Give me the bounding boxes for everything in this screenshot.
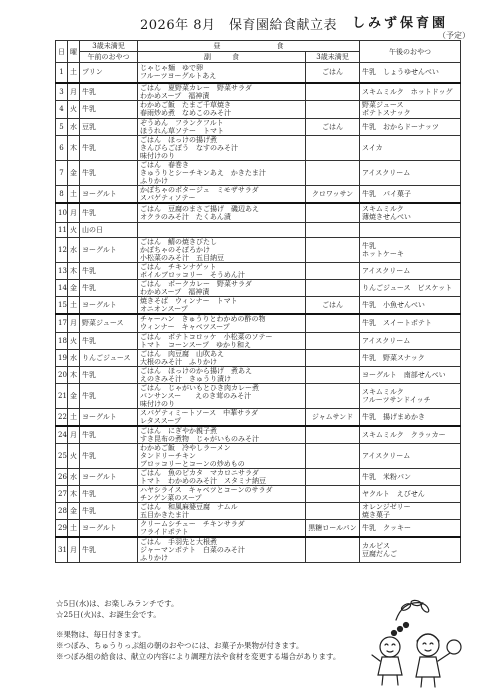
afternoon-snack-cell: スキムミルク ホットドッグ	[360, 83, 461, 101]
weekday-cell: 月	[68, 203, 80, 222]
weekday-cell: 火	[68, 222, 80, 237]
menu-row	[56, 332, 461, 349]
morning-snack-cell: 牛乳	[80, 485, 138, 502]
morning-snack-cell: 牛乳	[80, 426, 138, 444]
under3-staple-cell: ごはん	[306, 296, 360, 314]
menu-row	[56, 262, 461, 279]
weekday-cell: 月	[68, 426, 80, 444]
under3-staple-cell: ジャムサンド	[306, 408, 360, 426]
morning-snack-cell: 牛乳	[80, 262, 138, 279]
morning-snack-cell: 牛乳	[80, 332, 138, 349]
morning-snack-cell: ヨーグルト	[80, 296, 138, 314]
weekday-cell: 木	[68, 262, 80, 279]
menu-row	[56, 100, 461, 118]
day-cell: 13	[56, 262, 68, 279]
weekday-cell: 水	[68, 237, 80, 262]
lunch-cell: ごはん にぎやか親子煮 すき昆布の煮物 じゃがいものみそ汁	[138, 426, 306, 444]
weekday-cell: 木	[68, 366, 80, 383]
weekday-cell: 金	[68, 502, 80, 519]
afternoon-snack-cell: 牛乳 クッキー	[360, 519, 461, 537]
weekday-cell: 金	[68, 279, 80, 296]
header-side-dish: 副 食	[138, 52, 306, 63]
day-cell: 31	[56, 537, 68, 563]
morning-snack-cell: 牛乳	[80, 279, 138, 296]
menu-row	[56, 443, 461, 468]
menu-row	[56, 537, 461, 563]
note-morning-snack: ※つぼみ、ちゅうりっぷ組の朝のおやつには、お菓子か果物が付きます。	[56, 641, 304, 650]
afternoon-snack-cell: 牛乳 米粉パン	[360, 468, 461, 485]
afternoon-snack-cell: スイカ	[360, 135, 461, 160]
morning-snack-cell: 牛乳	[80, 203, 138, 222]
weekday-cell: 火	[68, 332, 80, 349]
afternoon-snack-cell: 牛乳 しょうゆせんべい	[360, 63, 461, 83]
afternoon-snack-cell: 牛乳 パイ菓子	[360, 185, 461, 203]
lunch-cell: わかめご飯 冷やしラーメン タンドリーチキン ブロッコリーとコーンの炒めもの	[138, 443, 306, 468]
lunch-cell: スパゲティミートソース 中華サラダ レタススープ	[138, 408, 306, 426]
day-cell: 20	[56, 366, 68, 383]
afternoon-snack-cell: ヨーグルト 南部せんべい	[360, 366, 461, 383]
lunch-cell: ごはん ポテトコロッケ 小松菜のソテー トマト コーンスープ ゆかり和え	[138, 332, 306, 349]
weekday-cell: 水	[68, 118, 80, 135]
day-cell: 22	[56, 408, 68, 426]
lunch-cell: クリームシチュー チキンサラダ フライドポテト	[138, 519, 306, 537]
menu-row	[56, 296, 461, 314]
note-birthday: ☆25日(火)は、お誕生会です。	[56, 610, 161, 619]
afternoon-snack-cell: 牛乳 野菜スナック	[360, 349, 461, 366]
day-cell: 17	[56, 314, 68, 332]
afternoon-snack-cell: 牛乳 おからドーナッツ	[360, 118, 461, 135]
header-am-top: 3歳未満児	[80, 41, 138, 52]
lunch-cell: 焼きそば ウィンナー トマト オニオンスープ	[138, 296, 306, 314]
under3-staple-cell	[306, 237, 360, 262]
menu-row	[56, 485, 461, 502]
header-am-snack: 午前のおやつ	[80, 52, 138, 63]
day-cell: 12	[56, 237, 68, 262]
afternoon-snack-cell: りんごジュース ビスケット	[360, 279, 461, 296]
under3-staple-cell	[306, 160, 360, 185]
day-cell: 19	[56, 349, 68, 366]
menu-row	[56, 118, 461, 135]
under3-staple-cell	[306, 203, 360, 222]
lunch-cell: ごはん 和風麻婆豆腐 ナムル 五目かきたま汁	[138, 502, 306, 519]
morning-snack-cell: 牛乳	[80, 160, 138, 185]
weekday-cell: 土	[68, 519, 80, 537]
menu-row	[56, 468, 461, 485]
afternoon-snack-cell: アイスクリーム	[360, 332, 461, 349]
afternoon-snack-cell: アイスクリーム	[360, 160, 461, 185]
afternoon-snack-cell: カルピス 豆腐だんご	[360, 537, 461, 563]
weekday-cell: 木	[68, 485, 80, 502]
lunch-cell: ごはん チキンナゲット ボイルブロッコリー そうめん汁	[138, 262, 306, 279]
menu-row	[56, 408, 461, 426]
lunch-cell: かぼちゃのポタージュ ミモザサラダ スパゲティソテー	[138, 185, 306, 203]
under3-staple-cell	[306, 332, 360, 349]
under3-staple-cell	[306, 262, 360, 279]
weekday-cell: 月	[68, 537, 80, 563]
lunch-cell: ごはん じゃがいもとひき肉カレー煮 バンサンスー えのき茸のみそ汁 味付けのり	[138, 383, 306, 408]
page-title: 2026年 8月 保育園給食献立表	[140, 18, 337, 33]
lunch-cell: ごはん 肉豆腐 山吹あえ 大根のみそ汁 ふりかけ	[138, 349, 306, 366]
morning-snack-cell: 牛乳	[80, 502, 138, 519]
day-cell: 6	[56, 135, 68, 160]
lunch-cell: ごはん ポークカレー 野菜サラダ わかめスープ 福神漬	[138, 279, 306, 296]
under3-staple-cell	[306, 468, 360, 485]
day-cell: 25	[56, 443, 68, 468]
morning-snack-cell: 野菜ジュース	[80, 314, 138, 332]
morning-snack-cell: ヨーグルト	[80, 519, 138, 537]
header-pm-snack: 午後のおやつ	[360, 41, 461, 63]
day-cell: 18	[56, 332, 68, 349]
morning-snack-cell: 牛乳	[80, 100, 138, 118]
day-cell: 7	[56, 160, 68, 185]
weekday-cell: 火	[68, 443, 80, 468]
menu-row	[56, 160, 461, 185]
menu-table	[55, 40, 461, 563]
under3-staple-cell: クロワッサン	[306, 185, 360, 203]
under3-staple-cell	[306, 83, 360, 101]
lunch-cell: ごはん 手羽先と大根煮 ジャーマンポテト 白菜のみそ汁 ふりかけ	[138, 537, 306, 563]
afternoon-snack-cell	[360, 222, 461, 237]
menu-row	[56, 349, 461, 366]
afternoon-snack-cell: スキムミルク フルーツサンドイッチ	[360, 383, 461, 408]
under3-staple-cell: ごはん	[306, 118, 360, 135]
menu-row	[56, 237, 461, 262]
header-dow: 曜	[68, 41, 80, 63]
note-lunch-event: ☆5日(水)は、お楽しみランチです。	[56, 599, 179, 608]
under3-staple-cell	[306, 426, 360, 444]
schedule-note: （予定）	[438, 31, 470, 40]
lunch-cell: ごはん ほっけのから揚げ 煮あえ えのきみそ汁 きゅうり漬け	[138, 366, 306, 383]
morning-snack-cell: 牛乳	[80, 83, 138, 101]
under3-staple-cell	[306, 100, 360, 118]
notes	[56, 598, 340, 662]
morning-snack-cell: 牛乳	[80, 537, 138, 563]
header-day: 日	[56, 41, 68, 63]
afternoon-snack-cell: アイスクリーム	[360, 262, 461, 279]
lunch-cell: ごはん 夏野菜カレー 野菜サラダ わかめスープ 福神漬	[138, 83, 306, 101]
menu-row	[56, 135, 461, 160]
weekday-cell: 土	[68, 296, 80, 314]
weekday-cell: 土	[68, 63, 80, 83]
morning-snack-cell: プリン	[80, 63, 138, 83]
morning-snack-cell: ヨーグルト	[80, 468, 138, 485]
day-cell: 15	[56, 296, 68, 314]
afternoon-snack-cell: スキムミルク クラッカー	[360, 426, 461, 444]
afternoon-snack-cell: ヤクルト えびせん	[360, 485, 461, 502]
day-cell: 5	[56, 118, 68, 135]
day-cell: 4	[56, 100, 68, 118]
afternoon-snack-cell: 野菜ジュース ポテトスナック	[360, 100, 461, 118]
note-fruit: ※果物は、毎日付きます。	[56, 630, 146, 639]
morning-snack-cell: ヨーグルト	[80, 408, 138, 426]
weekday-cell: 月	[68, 83, 80, 101]
weekday-cell: 月	[68, 314, 80, 332]
day-cell: 24	[56, 426, 68, 444]
lunch-cell: じゃじゃ麺 ゆで卵 フルーツヨーグルトあえ	[138, 63, 306, 83]
morning-snack-cell: 豆乳	[80, 118, 138, 135]
morning-snack-cell: 牛乳	[80, 443, 138, 468]
day-cell: 21	[56, 383, 68, 408]
morning-snack-cell: 牛乳	[80, 135, 138, 160]
under3-staple-cell	[306, 314, 360, 332]
menu-body	[56, 63, 461, 563]
afternoon-snack-cell: アイスクリーム	[360, 443, 461, 468]
under3-staple-cell	[306, 366, 360, 383]
under3-staple-cell: ごはん	[306, 63, 360, 83]
under3-staple-cell	[306, 383, 360, 408]
afternoon-snack-cell: 牛乳 小魚せんべい	[360, 296, 461, 314]
menu-row	[56, 426, 461, 444]
day-cell: 28	[56, 502, 68, 519]
under3-staple-cell	[306, 485, 360, 502]
afternoon-snack-cell: オレンジゼリー 焼き菓子	[360, 502, 461, 519]
morning-snack-cell: ヨーグルト	[80, 185, 138, 203]
morning-snack-cell: りんごジュース	[80, 349, 138, 366]
lunch-cell: ごはん 鯖の焼きびたし かぼちゃのそぼろかけ 小松菜のみそ汁 五目納豆	[138, 237, 306, 262]
weekday-cell: 火	[68, 100, 80, 118]
under3-staple-cell	[306, 349, 360, 366]
afternoon-snack-cell: スキムミルク 薄焼きせんべい	[360, 203, 461, 222]
menu-row	[56, 279, 461, 296]
menu-row	[56, 502, 461, 519]
weekday-cell: 水	[68, 468, 80, 485]
day-cell: 27	[56, 485, 68, 502]
weekday-cell: 土	[68, 185, 80, 203]
under3-staple-cell	[306, 279, 360, 296]
menu-row	[56, 63, 461, 83]
weekday-cell: 金	[68, 383, 80, 408]
menu-row	[56, 83, 461, 101]
menu-row	[56, 222, 461, 237]
morning-snack-cell: 牛乳	[80, 383, 138, 408]
lunch-cell: ごはん 豆腐のまさご揚げ 磯辺あえ オクラのみそ汁 たくあん漬	[138, 203, 306, 222]
under3-staple-cell	[306, 222, 360, 237]
day-cell: 29	[56, 519, 68, 537]
lunch-cell: ごはん 春巻き きゅうりとシーチキンあえ かきたま汁 ふりかけ	[138, 160, 306, 185]
weekday-cell: 木	[68, 135, 80, 160]
children-illustration	[368, 595, 463, 690]
weekday-cell: 金	[68, 160, 80, 185]
under3-staple-cell	[306, 502, 360, 519]
lunch-cell: ハヤシライス キャベツとコーンのサラダ チンゲン菜のスープ	[138, 485, 306, 502]
under3-staple-cell	[306, 443, 360, 468]
lunch-cell: チャーハン きゅうりとわかめの酢の物 ウィンナー キャベツスープ	[138, 314, 306, 332]
note-tsubomi: ※つぼみ組の給食は、献立の内容により調理方法や食材を変更する場合があります。	[56, 652, 341, 661]
day-cell: 1	[56, 63, 68, 83]
afternoon-snack-cell: 牛乳 ホットケーキ	[360, 237, 461, 262]
header-under3: 3歳未満児	[306, 52, 360, 63]
lunch-cell: ぞうめん フランクフルト ほうれん草ソテー トマト	[138, 118, 306, 135]
under3-staple-cell	[306, 135, 360, 160]
morning-snack-cell: 山の日	[80, 222, 138, 237]
day-cell: 3	[56, 83, 68, 101]
lunch-cell: わかめご飯 たまご千草焼き 春雨炒め煮 なめこのみそ汁	[138, 100, 306, 118]
menu-row	[56, 383, 461, 408]
menu-row	[56, 203, 461, 222]
day-cell: 11	[56, 222, 68, 237]
morning-snack-cell: 牛乳	[80, 366, 138, 383]
menu-row	[56, 519, 461, 537]
day-cell: 14	[56, 279, 68, 296]
day-cell: 8	[56, 185, 68, 203]
under3-staple-cell: 黒糖ロールパン	[306, 519, 360, 537]
menu-row	[56, 366, 461, 383]
header-lunch-top: 昼 食	[138, 41, 360, 52]
weekday-cell: 土	[68, 408, 80, 426]
lunch-cell	[138, 222, 306, 237]
lunch-cell: ごはん 魚のピカタ マカロニサラダ トマト わかめのみそ汁 スタミナ納豆	[138, 468, 306, 485]
morning-snack-cell: ヨーグルト	[80, 237, 138, 262]
day-cell: 10	[56, 203, 68, 222]
afternoon-snack-cell: 牛乳 揚げまめかき	[360, 408, 461, 426]
day-cell: 26	[56, 468, 68, 485]
menu-row	[56, 314, 461, 332]
afternoon-snack-cell: 牛乳 スイートポテト	[360, 314, 461, 332]
menu-row	[56, 185, 461, 203]
school-name: しみず保育園	[352, 16, 449, 31]
under3-staple-cell	[306, 537, 360, 563]
weekday-cell: 水	[68, 349, 80, 366]
lunch-cell: ごはん ほっけの揚げ煮 きんぴらごぼう なすのみそ汁 味付けのり	[138, 135, 306, 160]
